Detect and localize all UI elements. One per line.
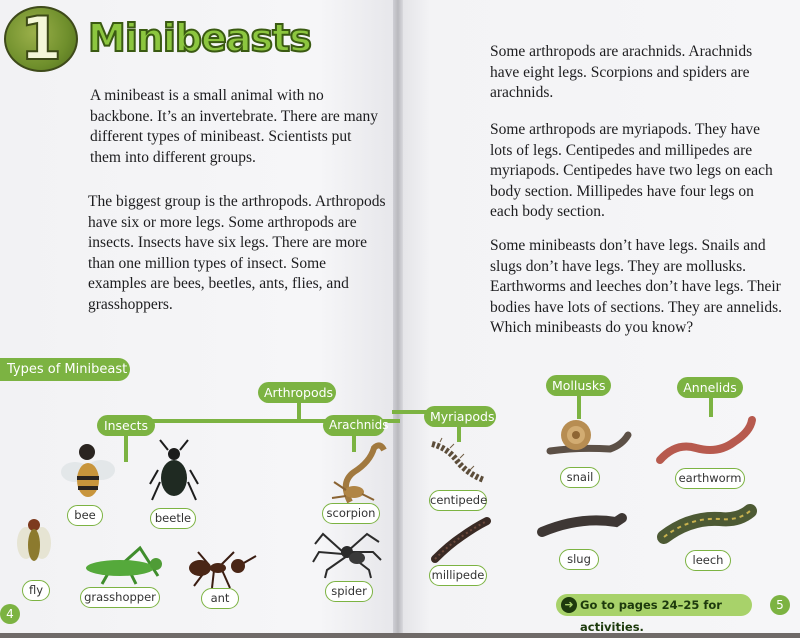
group-arthropods: Arthropods (258, 382, 336, 403)
label-ant: ant (201, 588, 239, 609)
connector-insects-down (124, 432, 128, 462)
label-scorpion: scorpion (322, 503, 380, 524)
activities-link-text: Go to pages 24–25 for activities. (580, 598, 722, 634)
label-grasshopper: grasshopper (80, 587, 160, 608)
book-spine (393, 0, 403, 633)
label-centipede: centipede (429, 490, 487, 511)
label-earthworm: earthworm (675, 468, 745, 489)
ant-illustration (186, 550, 260, 590)
right-paragraph-3: Some minibeasts don’t have legs. Snails and slugs don’t have legs. They are mollusks. Earthworms and leeches don’t have legs. Their bodies have lots of sections. They are annelids. Which minibeasts do you know? (490, 237, 782, 336)
label-beetle: beetle (150, 508, 196, 529)
group-arachnids: Arachnids (323, 415, 385, 436)
scorpion-illustration (330, 442, 390, 508)
leech-illustration (660, 507, 756, 543)
right-paragraph-1: Some arthropods are arachnids. Arachnids have eight legs. Scorpions and spiders are arachnids. (490, 43, 753, 101)
label-bee: bee (67, 505, 103, 526)
bee-illustration (57, 436, 117, 502)
group-insects: Insects (97, 415, 155, 436)
group-mollusks: Mollusks (546, 375, 611, 396)
group-annelids: Annelids (677, 377, 743, 398)
label-snail: snail (560, 467, 600, 488)
connector-arthropods-down (297, 400, 301, 421)
label-millipede: millipede (429, 565, 487, 586)
centipede-illustration (428, 438, 488, 488)
label-spider: spider (325, 581, 373, 602)
chapter-badge (4, 6, 78, 72)
diagram-heading: Types of Minibeast (0, 358, 130, 381)
page-number-left: 4 (0, 604, 20, 624)
group-myriapods: Myriapods (424, 406, 496, 427)
activities-link[interactable] (556, 594, 752, 634)
connector-mollusks-down (577, 393, 581, 419)
chapter-number: 1 (20, 4, 62, 74)
earthworm-illustration (656, 412, 760, 466)
right-paragraph-2: Some arthropods are myriapods. They have lots of legs. Centipedes and millipedes are myriapods. Centipedes have two legs on each body section. Millipedes have four legs on each body section. (490, 121, 773, 220)
beetle-illustration (148, 440, 200, 506)
label-leech: leech (685, 550, 731, 571)
snail-illustration (548, 417, 630, 455)
fly-illustration (14, 513, 54, 573)
grasshopper-illustration (80, 546, 168, 586)
arrow-right-icon: ➜ (561, 597, 577, 613)
label-slug: slug (559, 549, 599, 570)
slug-illustration (540, 514, 624, 538)
millipede-illustration (431, 517, 491, 563)
left-paragraph-2: The biggest group is the arthropods. Arthropods have six or more legs. Some arthropods are insects. Insects have six legs. There are more than one million types of insect. Some examples are bees, beetles, ants, flies, and grasshoppers. (88, 193, 386, 313)
page-number-right: 5 (770, 595, 790, 615)
spider-illustration (313, 530, 381, 578)
left-paragraph-1: A minibeast is a small animal with no backbone. It’s an invertebrate. There are many different types of minibeast. Scientists put them into different groups. (90, 87, 379, 166)
label-fly: fly (22, 580, 50, 601)
page-title: Minibeasts (88, 16, 311, 60)
